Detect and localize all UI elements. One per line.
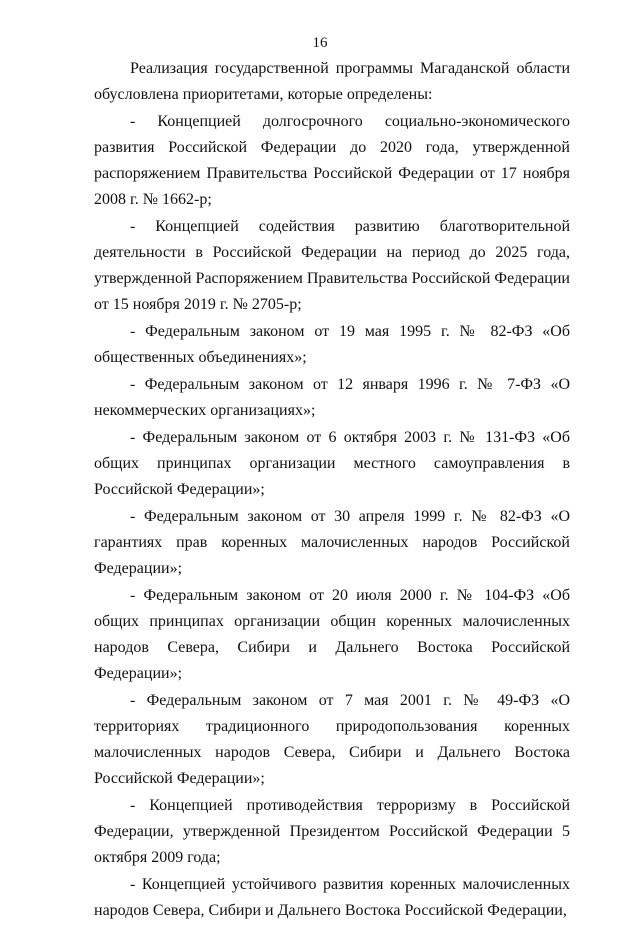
document-body — [94, 56, 570, 925]
list-item: - Концепцией противодействия терроризму в Российской Федерации, утвержденной Президентом Российской Федерации 5 октября 2009 года; — [94, 797, 570, 866]
page-number: 16 — [312, 35, 328, 51]
list-item: - Федеральным законом от 30 апреля 1999 г. № 82-ФЗ «О гарантиях прав коренных малочисленных народов Российской Федерации»; — [94, 508, 570, 577]
list-item: - Федеральным законом от 19 мая 1995 г. № 82-ФЗ «Об общественных объединениях»; — [94, 323, 570, 366]
list-item: - Федеральным законом от 12 января 1996 г. № 7-ФЗ «О некоммерческих организациях»; — [94, 376, 570, 419]
list-item: - Концепцией устойчивого развития коренных малочисленных народов Севера, Сибири и Дальнего Востока Российской Федерации, — [94, 876, 570, 919]
list-item: - Концепцией содействия развитию благотворительной деятельности в Российской Федерации на период до 2025 года, утвержденной Распоряжением Правительства Российской Федерации от 15 ноября 2019 г. № 2705-р; — [94, 218, 570, 313]
list-item: - Федеральным законом от 7 мая 2001 г. № 49-ФЗ «О территориях традиционного природопользования коренных малочисленных народов Севера, Сибири и Дальнего Востока Российской Федерации»; — [94, 692, 570, 787]
list-item: - Концепцией долгосрочного социально-экономического развития Российской Федерации до 2020 года, утвержденной распоряжением Правительства Российской Федерации от 17 ноября 2008 г. № 1662-р; — [94, 113, 570, 208]
list-item: - Федеральным законом от 6 октября 2003 г. № 131-ФЗ «Об общих принципах организации местного самоуправления в Российской Федерации»; — [94, 429, 570, 498]
intro-paragraph: Реализация государственной программы Магаданской области обусловлена приоритетами, которые определены: — [94, 60, 570, 103]
list-item: - Федеральным законом от 20 июля 2000 г. № 104-ФЗ «Об общих принципах организации общин коренных малочисленных народов Севера, Сибири и Дальнего Востока Российской Федерации»; — [94, 587, 570, 682]
